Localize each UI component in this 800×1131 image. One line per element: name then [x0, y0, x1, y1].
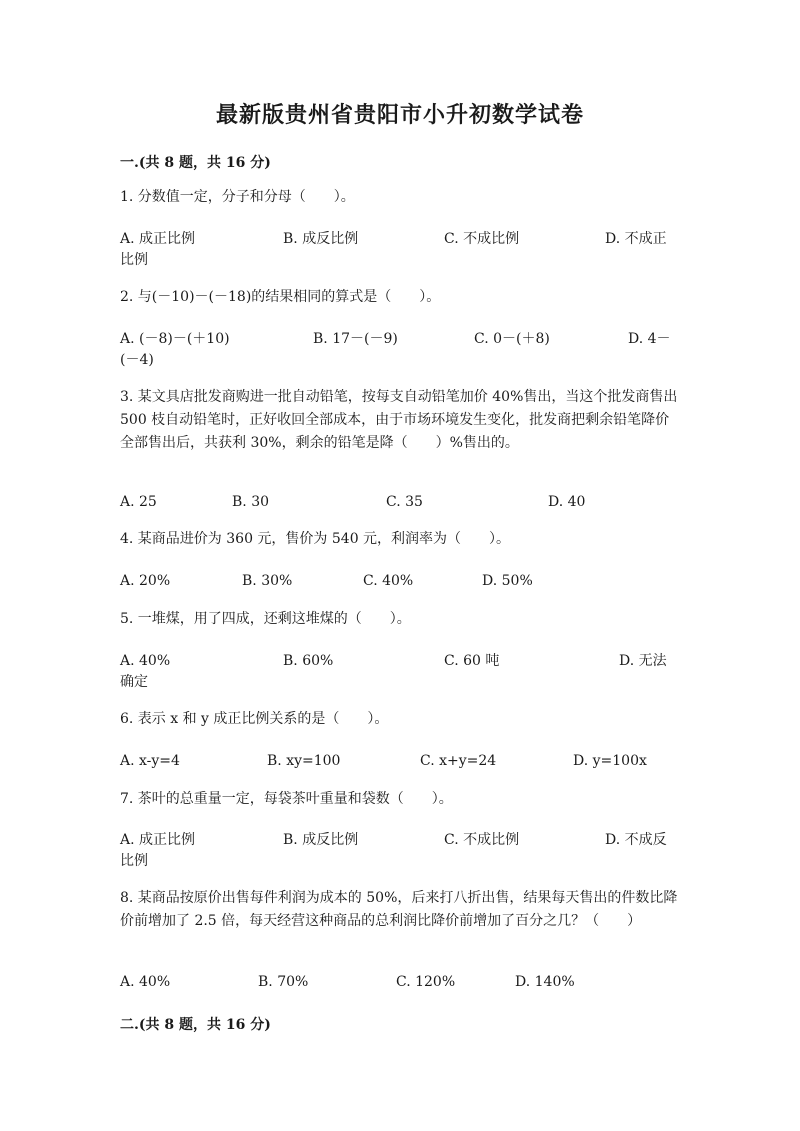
q6-option-a[interactable]: A. x-y=4	[120, 753, 180, 769]
q4-option-c[interactable]: C. 40%	[363, 573, 414, 589]
q7-option-c[interactable]: C. 不成比例	[444, 832, 520, 848]
q8-option-a[interactable]: A. 40%	[120, 974, 171, 990]
q3-option-c[interactable]: C. 35	[386, 494, 423, 510]
question-2: 2. 与(－10)－(－18)的结果相同的算式是（ ）。	[120, 289, 441, 305]
q2-option-d-wrap: (－4)	[120, 352, 154, 368]
q5-option-a[interactable]: A. 40%	[120, 653, 171, 669]
q1-option-d[interactable]: D. 不成正	[605, 231, 667, 247]
question-5: 5. 一堆煤，用了四成，还剩这堆煤的（ ）。	[120, 611, 411, 627]
q1-option-b[interactable]: B. 成反比例	[283, 231, 359, 247]
q1-option-d-wrap: 比例	[120, 252, 148, 268]
question-6: 6. 表示 x 和 y 成正比例关系的是（ ）。	[120, 711, 389, 727]
question-4: 4. 某商品进价为 360 元，售价为 540 元，利润率为（ ）。	[120, 531, 511, 547]
q6-option-c[interactable]: C. x+y=24	[420, 753, 497, 769]
question-8: 8. 某商品按原价出售每件利润为成本的 50%，后来打八折出售，结果每天售出的件数比降价前增加了 2.5 倍，每天经营这种商品的总利润比降价前增加了百分之几？（ ）	[120, 890, 678, 929]
page-title: 最新版贵州省贵阳市小升初数学试卷	[215, 102, 584, 128]
q6-option-d[interactable]: D. y=100x	[573, 753, 647, 769]
question-7: 7. 茶叶的总重量一定，每袋茶叶重量和袋数（ ）。	[120, 791, 453, 807]
section-heading-1: 一.(共 8 题，共 16 分)	[120, 155, 271, 171]
q2-option-c[interactable]: C. 0－(＋8)	[474, 331, 550, 347]
q7-option-a[interactable]: A. 成正比例	[120, 832, 196, 848]
q2-option-a[interactable]: A. (－8)－(＋10)	[120, 331, 230, 347]
q7-option-d-wrap: 比例	[120, 853, 148, 869]
section-heading-2: 二.(共 8 题，共 16 分)	[120, 1017, 271, 1033]
q8-option-d[interactable]: D. 140%	[515, 974, 575, 990]
q7-option-d[interactable]: D. 不成反	[605, 832, 667, 848]
q8-option-c[interactable]: C. 120%	[396, 974, 456, 990]
q5-option-d[interactable]: D. 无法	[619, 653, 667, 669]
question-3: 3. 某文具店批发商购进一批自动铅笔，按每支自动铅笔加价 40%售出，当这个批发商售出 500 枝自动铅笔时，正好收回全部成本，由于市场环境发生变化，批发商把剩余铅笔降价全部售出后，共获利 30%，剩余的铅笔是降（ ）%售出的。	[120, 389, 678, 451]
q5-option-c[interactable]: C. 60 吨	[444, 653, 500, 669]
q1-option-c[interactable]: C. 不成比例	[444, 231, 520, 247]
q3-option-d[interactable]: D. 40	[548, 494, 586, 510]
q7-option-b[interactable]: B. 成反比例	[283, 832, 359, 848]
q8-option-b[interactable]: B. 70%	[258, 974, 309, 990]
q2-option-b[interactable]: B. 17－(－9)	[313, 331, 398, 347]
q5-option-d-wrap: 确定	[120, 674, 148, 690]
q5-option-b[interactable]: B. 60%	[283, 653, 334, 669]
q3-option-b[interactable]: B. 30	[232, 494, 270, 510]
q4-option-b[interactable]: B. 30%	[242, 573, 293, 589]
q6-option-b[interactable]: B. xy=100	[267, 753, 341, 769]
q3-option-a[interactable]: A. 25	[120, 494, 157, 510]
q4-option-d[interactable]: D. 50%	[482, 573, 533, 589]
q4-option-a[interactable]: A. 20%	[120, 573, 171, 589]
q2-option-d[interactable]: D. 4－	[628, 331, 671, 347]
q1-option-a[interactable]: A. 成正比例	[120, 231, 196, 247]
question-1: 1. 分数值一定，分子和分母（ ）。	[120, 189, 355, 205]
